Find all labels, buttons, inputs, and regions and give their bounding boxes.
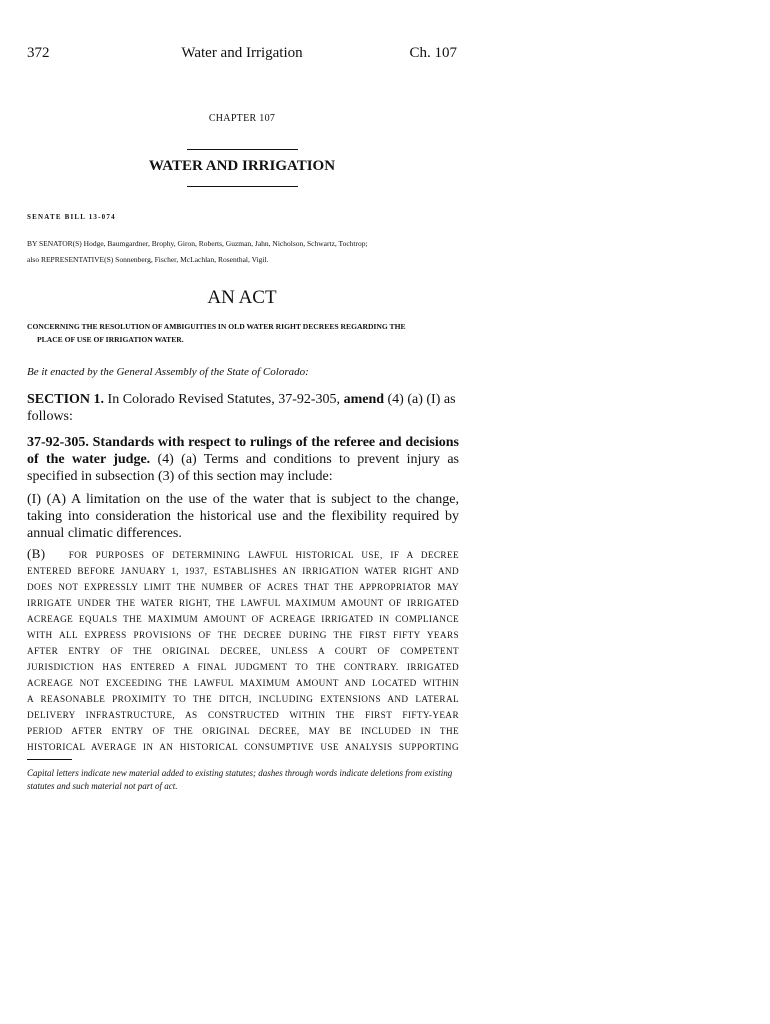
sponsors (27, 236, 467, 268)
chapter-reference: Ch. 107 (409, 45, 457, 61)
subparagraph-B-line: A REASONABLE PROXIMITY TO THE DITCH, INCLUDING EXTENSIONS AND LATERAL (27, 694, 459, 704)
subparagraph-B-line: WITH ALL EXPRESS PROVISIONS OF THE DECREE DURING THE FIRST FIFTY YEARS (27, 630, 459, 640)
statute-heading-rest: (4) (a) Terms and conditions to prevent injury as specified in subsection (3) of this section may include: (27, 452, 459, 484)
bill-number: SENATE BILL 13-074 (27, 213, 116, 221)
act-concerning-clause (27, 320, 459, 346)
concerning-line-1: CONCERNING THE RESOLUTION OF AMBIGUITIES IN OLD WATER RIGHT DECREES REGARDING THE (27, 322, 406, 331)
statute-heading-bold: 37-92-305. Standards with respect to rulings of the referee and decisions of the water judge. (27, 435, 459, 467)
subparagraph-B (27, 546, 459, 755)
subparagraph-B-line: AFTER ENTRY OF THE ORIGINAL DECREE, UNLESS A COURT OF COMPETENT (27, 646, 459, 656)
act-heading: AN ACT (207, 287, 277, 308)
subparagraph-B-lead: (B) (27, 546, 46, 561)
chapter-title: WATER AND IRRIGATION (148, 158, 336, 174)
section-1-text-a: In Colorado Revised Statutes, 37-92-305, (107, 392, 341, 407)
subparagraph-B-line: ACREAGE EQUALS THE MAXIMUM AMOUNT OF ACREAGE IRRIGATED IN COMPLIANCE (27, 614, 459, 624)
enacting-clause: Be it enacted by the General Assembly of the State of Colorado: (27, 366, 309, 378)
subparagraph-B-line: ENTERED BEFORE JANUARY 1, 1937, ESTABLISHES AN IRRIGATION WATER RIGHT AND (27, 566, 459, 576)
section-1-label: SECTION 1. (27, 392, 105, 407)
section-1-text-b: (4) (a) (I) as follows: (27, 392, 456, 424)
subparagraph-B-line: (B) FOR PURPOSES OF DETERMINING LAWFUL HISTORICAL USE, IF A DECREE (27, 546, 459, 561)
section-1-amend: amend (343, 392, 385, 407)
footnote-rule (27, 759, 72, 760)
page-number: 372 (27, 45, 50, 61)
section-1 (27, 391, 459, 425)
running-title: Water and Irrigation (181, 45, 303, 61)
subparagraph-B-line: ACREAGE NOT EXCEEDING THE LAWFUL MAXIMUM AMOUNT AND LOCATED WITHIN (27, 678, 459, 688)
subparagraph-B-line: DELIVERY INFRASTRUCTURE, AS CONSTRUCTED WITHIN THE FIRST FIFTY-YEAR (27, 710, 459, 720)
sponsors-representatives: also REPRESENTATIVE(S) Sonnenberg, Fischer, McLachlan, Rosenthal, Vigil. (27, 255, 269, 264)
footnote: Capital letters indicate new material added to existing statutes; dashes through words indicate deletions from existing statutes and such material not part of act. (27, 768, 453, 791)
statute-heading (27, 434, 459, 485)
subparagraph-B-line: DOES NOT EXPRESSLY LIMIT THE NUMBER OF ACRES THAT THE APPROPRIATOR MAY (27, 582, 459, 592)
subparagraph-B-line: IRRIGATE UNDER THE WATER RIGHT, THE LAWFUL MAXIMUM AMOUNT OF IRRIGATED (27, 598, 459, 608)
subparagraph-B-line: PERIOD AFTER ENTRY OF THE ORIGINAL DECREE, MAY BE INCLUDED IN THE (27, 726, 459, 736)
subparagraph-B-line: HISTORICAL AVERAGE IN AN HISTORICAL CONSUMPTIVE USE ANALYSIS SUPPORTING (27, 742, 459, 752)
sponsors-senators: BY SENATOR(S) Hodge, Baumgardner, Brophy, Giron, Roberts, Guzman, Jahn, Nicholson, Schwartz, Tochtrop; (27, 239, 368, 248)
subparagraph-I-A: (I) (A) A limitation on the use of the water that is subject to the change, taking into consideration the historical use and the flexibility required by annual climatic differences. (27, 492, 459, 541)
running-head (27, 45, 457, 65)
concerning-line-2: PLACE OF USE OF IRRIGATION WATER. (37, 335, 184, 344)
chapter-number: CHAPTER 107 (208, 113, 276, 124)
title-rule-bottom (187, 186, 298, 187)
title-rule-top (187, 149, 298, 150)
subparagraph-B-line: JURISDICTION HAS ENTERED A FINAL JUDGMENT TO THE CONTRARY. IRRIGATED (27, 662, 459, 672)
